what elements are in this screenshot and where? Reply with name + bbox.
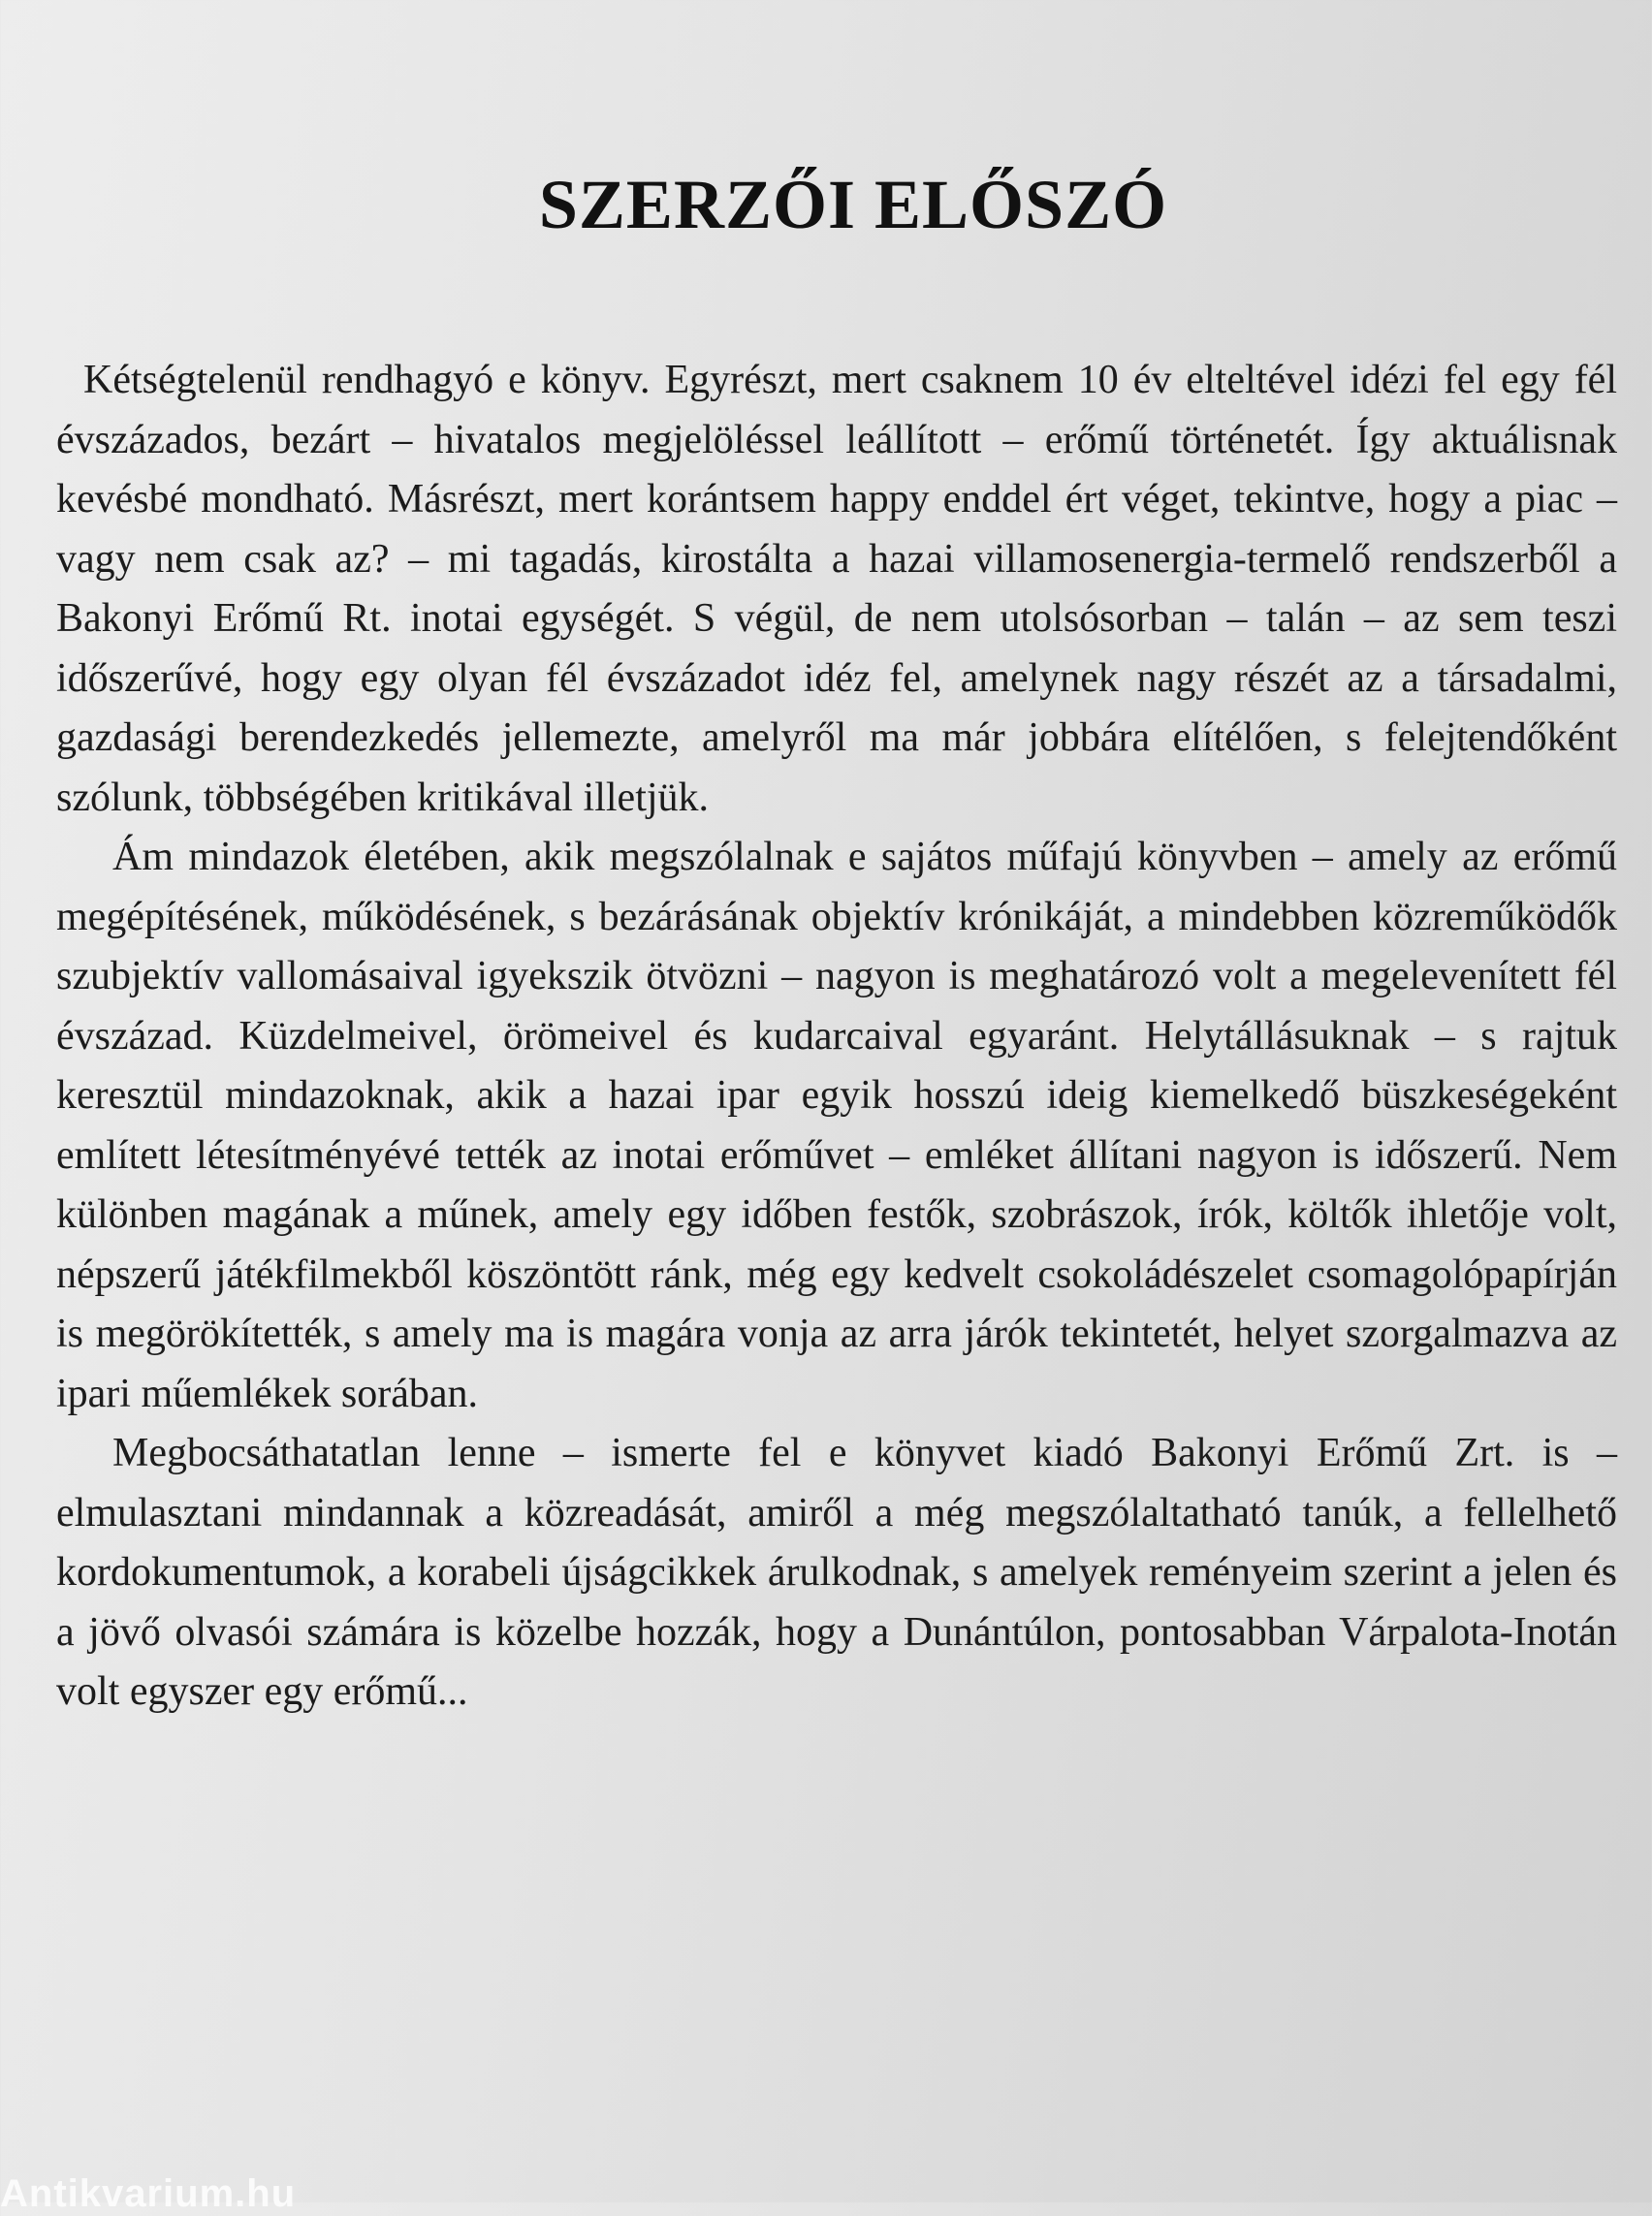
page-title: SZERZŐI ELŐSZÓ	[538, 166, 1168, 243]
watermark-text: Antikvarium.hu	[0, 2172, 297, 2215]
paragraph-1: Kétségtelenül rendhagyó e könyv. Egyrészt, mert csaknem 10 év elteltével idézi fel egy fél évszázados, bezárt – hivatalos megjelöléssel leállított – erőmű történetét. Így aktuálisnak kevésbé mondható. Másrészt, mert korántsem happy enddel ért véget, tekintve, hogy a piac – vagy nem csak az? – mi tagadás, kirostálta a hazai villamosenergia-termelő rendszerből a Bakonyi Erőmű Rt. inotai egységét. S végül, de nem utolsósorban – talán – az sem teszi időszerűvé, hogy egy olyan fél évszázadot idéz fel, amelynek nagy részét az a társadalmi, gazdasági berendezkedés jellemezte, amelyről ma már jobbára elítélően, s felejtendőként szólunk, többségében kritikával illetjük.	[56, 358, 1617, 820]
paragraph-3: Megbocsáthatatlan lenne – ismerte fel e könyvet kiadó Bakonyi Erőmű Zrt. is – elmulasztani mindannak a közreadását, amiről a még megszólaltatható tanúk, a fellelhető kordokumentumok, a korabeli újságcikkek árulkodnak, s amelyek reményeim szerint a jelen és a jövő olvasói számára is közelbe hozzák, hogy a Dunántúlon, pontosabban Várpalota-Inotán volt egyszer egy erőmű...	[56, 1431, 1617, 1714]
body-text	[56, 351, 1617, 1723]
paragraph-2: Ám mindazok életében, akik megszólalnak e sajátos műfajú könyvben – amely az erőmű megépítésének, működésének, s bezárásának objektív krónikáját, a mindebben közreműködők szubjektív vallomásaival igyekszik ötvözni – nagyon is meghatározó volt a megelevenített fél évszázad. Küzdelmeivel, örömeivel és kudarcaival egyaránt. Helytállásuknak – s rajtuk keresztül mindazoknak, akik a hazai ipar egyik hosszú ideig kiemelkedő büszkeségeként említett létesítményévé tették az inotai erőművet – emléket állítani nagyon is időszerű. Nem különben magának a műnek, amely egy időben festők, szobrászok, írók, költők ihletője volt, népszerű játékfilmekből köszöntött ránk, még egy kedvelt csokoládészelet csomagolópapírján is megörökítették, s amely ma is magára vonja az arra járók tekintetét, helyet szorgalmazva az ipari műemlékek sorában.	[56, 835, 1617, 1416]
